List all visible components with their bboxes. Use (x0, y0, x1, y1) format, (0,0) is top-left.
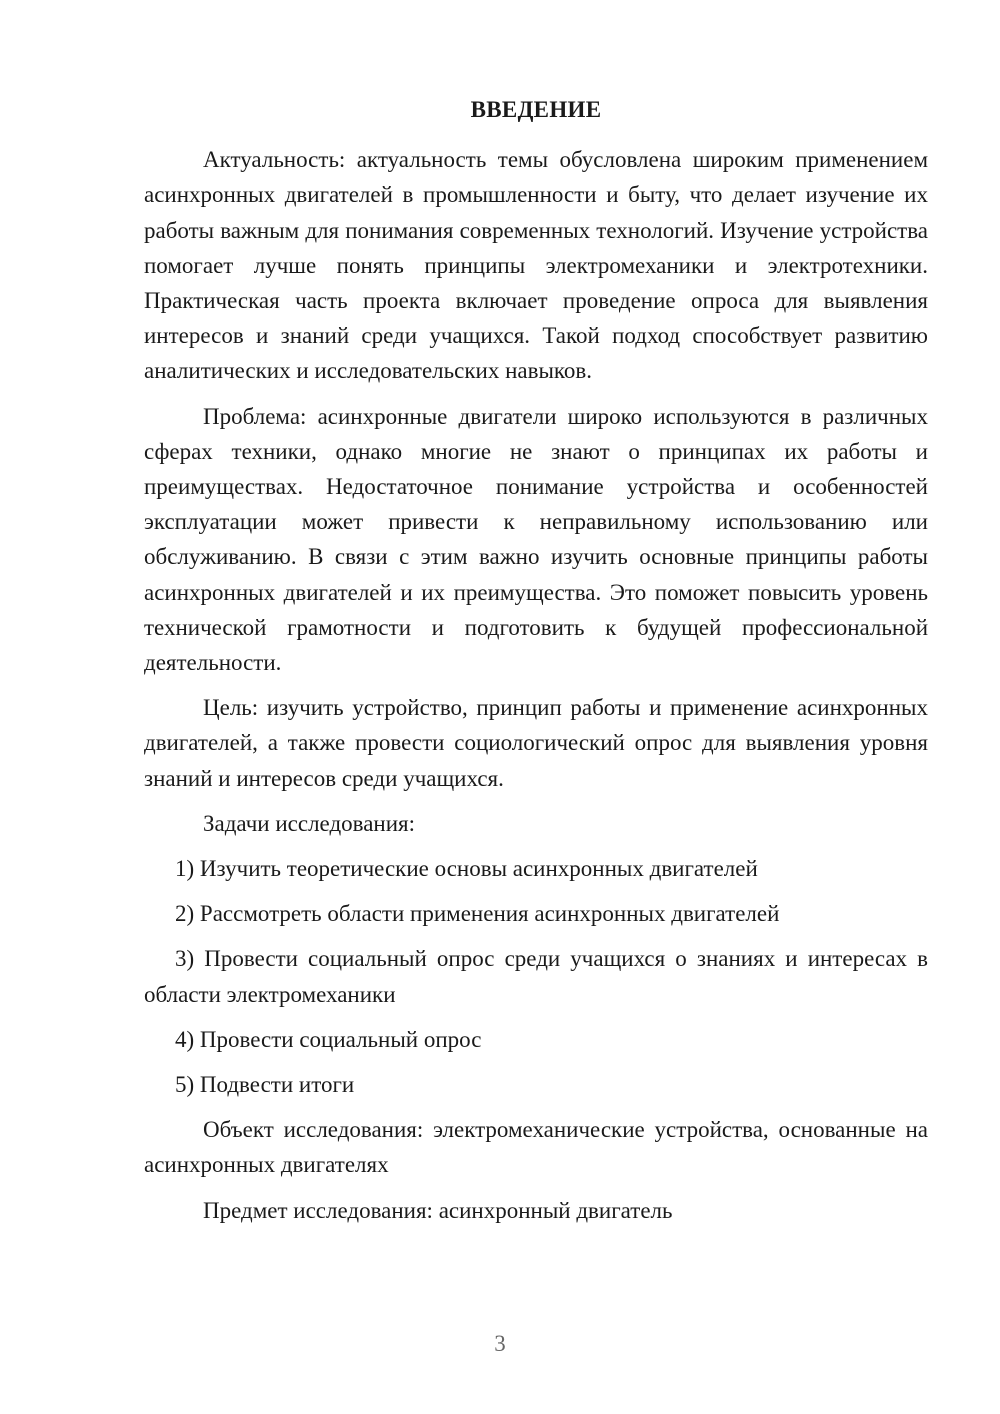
goal-paragraph: Цель: изучить устройство, принцип работы и применение асинхронных двигателей, а также провести социологический опрос для выявления уровня знаний и интересов среди учащихся. (144, 695, 928, 791)
task-item-1: 1) Изучить теоретические основы асинхронных двигателей (175, 856, 758, 882)
task-item-3: 3) Провести социальный опрос среди учащихся о знаниях и интересах в области электромеханики (144, 946, 928, 1007)
object-paragraph: Объект исследования: электромеханические устройства, основанные на асинхронных двигателях (144, 1117, 928, 1178)
page-number: 3 (494, 1331, 506, 1356)
tasks-heading: Задачи исследования: (203, 810, 416, 836)
task-item-4: 4) Провести социальный опрос (175, 1026, 482, 1052)
task-item-5: 5) Подвести итоги (175, 1072, 355, 1098)
relevance-paragraph: Актуальность: актуальность темы обусловлена широким применением асинхронных двигателей в промышленности и быту, что делает изучение их работы важным для понимания современных технологий. Изучение устройства помогает лучше понять принципы электромеханики и электротехники. Практическая часть проекта включает проведение опроса для выявления интересов и знаний среди учащихся. Такой подход способствует развитию аналитических и исследовательских навыков. (144, 147, 928, 384)
subject-paragraph: Предмет исследования: асинхронный двигатель (203, 1197, 673, 1223)
problem-paragraph: Проблема: асинхронные двигатели широко используются в различных сферах техники, однако многие не знают о принципах их работы и преимуществах. Недостаточное понимание устройства и особенностей эксплуатации может привести к неправильному использованию или обслуживанию. В связи с этим важно изучить основные принципы работы асинхронных двигателей и их преимущества. Это поможет повысить уровень технической грамотности и подготовить к будущей профессиональной деятельности. (144, 403, 928, 676)
section-title: ВВЕДЕНИЕ (470, 97, 602, 122)
task-item-2: 2) Рассмотреть области применения асинхронных двигателей (175, 901, 780, 927)
document-page (144, 92, 928, 1238)
